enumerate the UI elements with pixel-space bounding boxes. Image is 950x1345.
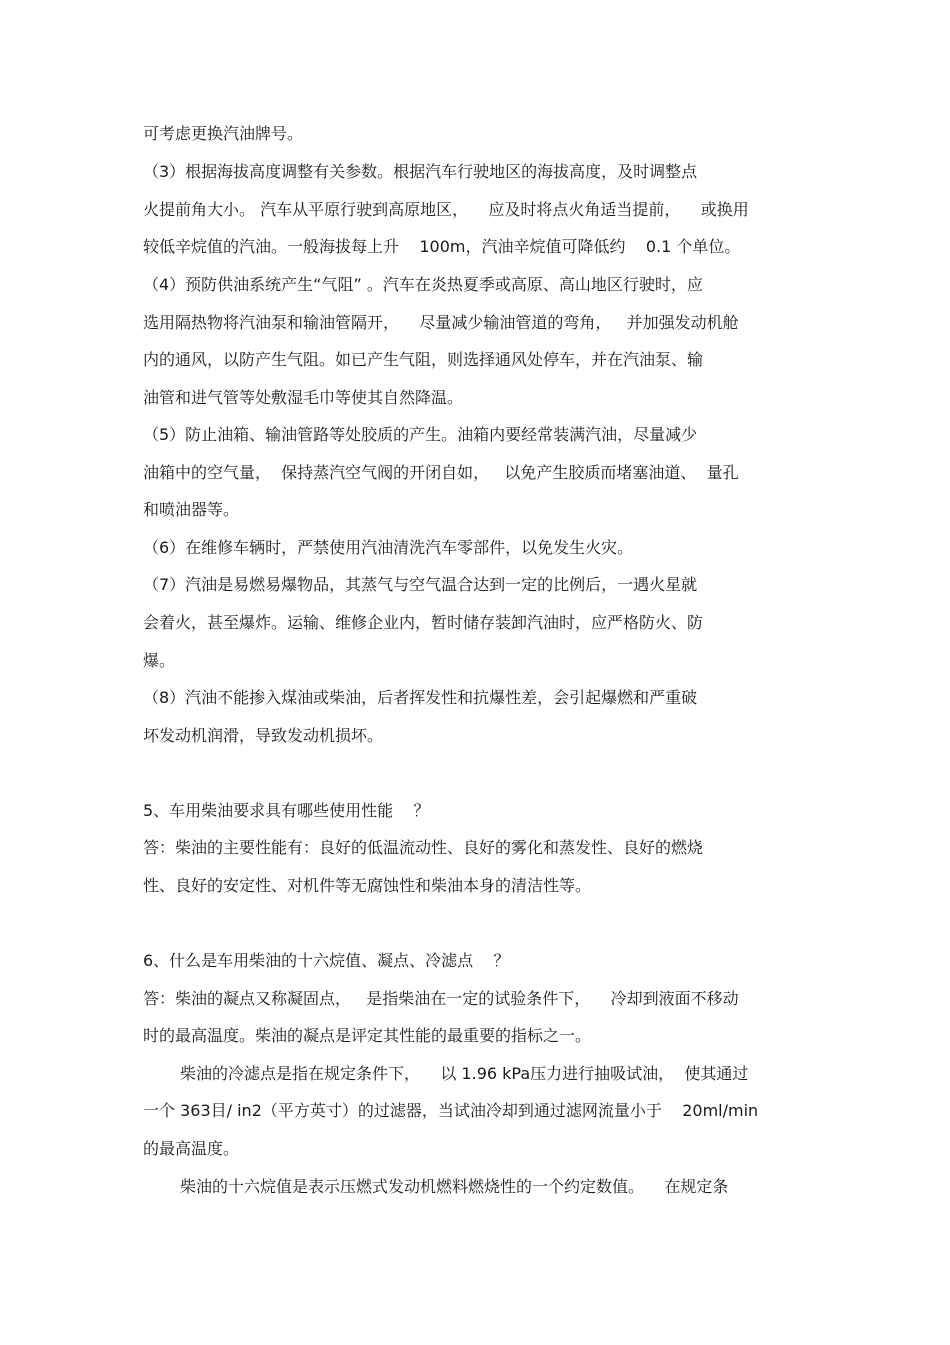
text-line: （8）汽油不能掺入煤油或柴油，后者挥发性和抗爆性差，会引起爆燃和严重破 — [143, 688, 698, 707]
paragraph-line: 一个 363目/ in2（平方英寸）的过滤器，当试油冷却到通过滤网流量小于 20ml/min — [143, 1101, 759, 1120]
text-line: 爆。 — [143, 651, 176, 670]
text-line: 火提前角大小。 汽车从平原行驶到高原地区， 应及时将点火角适当提前， 或换用 — [143, 200, 749, 219]
text-line: 坏发动机润滑，导致发动机损坏。 — [143, 726, 384, 745]
text-line: 会着火，甚至爆炸。运输、维修企业内，暂时储存装卸汽油时，应严格防火、防 — [143, 613, 704, 632]
text-line: 和喷油器等。 — [143, 500, 240, 519]
paragraph-line: 柴油的十六烷值是表示压燃式发动机燃料燃烧性的一个约定数值。 在规定条 — [180, 1177, 729, 1196]
text-line: 可考虑更换汽油牌号。 — [143, 124, 304, 143]
text-line: 内的通风，以防产生气阻。如已产生气阻，则选择通风处停车，并在汽油泵、输 — [143, 350, 704, 369]
paragraph-line: 的最高温度。 — [143, 1139, 240, 1158]
text-line: （5）防止油箱、输油管路等处胶质的产生。油箱内要经常装满汽油，尽量减少 — [143, 425, 698, 444]
text-line: （7）汽油是易燃易爆物品，其蒸气与空气温合达到一定的比例后，一遇火星就 — [143, 575, 698, 594]
answer-line: 性、良好的安定性、对机件等无腐蚀性和柴油本身的清洁性等。 — [143, 876, 592, 895]
question-heading: 6、什么是车用柴油的十六烷值、凝点、冷滤点 ？ — [143, 951, 510, 970]
text-line: 选用隔热物将汽油泵和输油管隔开， 尽量减少输油管道的弯角， 并加强发动机舱 — [143, 313, 739, 332]
paragraph-line: 柴油的冷滤点是指在规定条件下， 以 1.96 kPa压力进行抽吸试油， 使其通过 — [180, 1064, 749, 1083]
text-line: 较低辛烷值的汽油。一般海拔每上升 100m，汽油辛烷值可降低约 0.1 个单位。 — [143, 237, 741, 256]
text-line: （3）根据海拔高度调整有关参数。根据汽车行驶地区的海拔高度，及时调整点 — [143, 162, 698, 181]
text-line: 油管和进气管等处敷湿毛巾等使其自然降温。 — [143, 388, 464, 407]
answer-line: 时的最高温度。柴油的凝点是评定其性能的最重要的指标之一。 — [143, 1026, 592, 1045]
question-heading: 5、车用柴油要求具有哪些使用性能 ？ — [143, 801, 430, 820]
answer-line: 答：柴油的凝点又称凝固点， 是指柴油在一定的试验条件下， 冷却到液面不移动 — [143, 989, 739, 1008]
text-line: 油箱中的空气量， 保持蒸汽空气阀的开闭自如， 以免产生胶质而堵塞油道、 量孔 — [143, 463, 739, 482]
text-line: （6）在维修车辆时，严禁使用汽油清洗汽车零部件，以免发生火灾。 — [143, 538, 634, 557]
answer-line: 答：柴油的主要性能有：良好的低温流动性、良好的雾化和蒸发性、良好的燃烧 — [143, 838, 704, 857]
text-line: （4）预防供油系统产生“气阻” 。汽车在炎热夏季或高原、高山地区行驶时，应 — [143, 275, 703, 294]
